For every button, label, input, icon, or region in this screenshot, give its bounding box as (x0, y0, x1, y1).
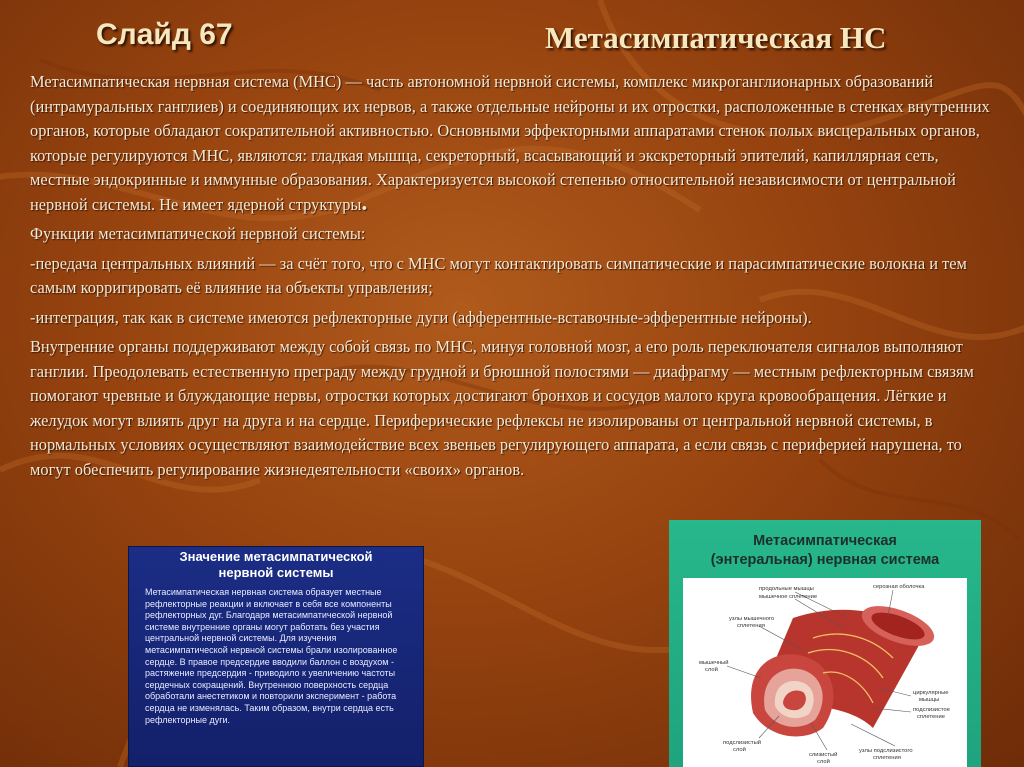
significance-card-title-line1: Значение метасимпатической (179, 549, 373, 564)
significance-card-title-line2: нервной системы (218, 565, 334, 580)
main-paragraph (30, 70, 990, 217)
label-circular-muscles-1: циркулярные (913, 690, 949, 696)
enteric-diagram-title-line2: (энтеральная) нервная система (710, 552, 940, 568)
label-myenteric-ganglia-1: узлы мышечного (729, 616, 775, 622)
label-submucosal-ganglia-1: узлы подслизистого (859, 748, 913, 754)
significance-card (128, 546, 424, 767)
label-submucosa-2: слой (733, 747, 746, 753)
enteric-diagram-title (669, 520, 981, 570)
label-submucosal-plexus-2: сплетение (917, 714, 945, 720)
label-myenteric-plexus: мышечное сплетение (759, 594, 818, 600)
main-paragraph-text: Метасимпатическая нервная система (МНС) — часть автономной нервной системы, комплекс микроганглионарных образований (интрамуральных ганглиев) и соединяющих их нервов, а также отдельные нейроны и их отростки, расположенные в стенках внутренних органов, которые обладают сократительной активностью. Основными эффекторными аппаратами стенок полых висцеральных органов, которые регулируются МНС, являются: гладкая мышца, секреторный, всасывающий и экскреторный эпителий, капиллярная сеть, местные эндокринные и иммунные образования. Характеризуется высокой степенью относительной независимости от центральной нервной системы. Не имеет ядерной структуры (30, 72, 990, 214)
label-mucosa-2: слой (817, 759, 830, 765)
label-circular-muscles-2: мышцы (919, 697, 940, 703)
main-paragraph-end: . (361, 189, 368, 216)
functions-heading: Функции метасимпатической нервной системы: (30, 224, 366, 243)
label-submucosal-plexus-1: подслизистое (913, 707, 950, 713)
label-muscle-layer-2: слой (705, 667, 718, 673)
intestine-illustration (683, 578, 967, 767)
label-mucosa-1: слизистый (809, 752, 838, 758)
intestine-wall-diagram (683, 578, 967, 767)
label-serosa: серозная оболочка (873, 584, 925, 590)
significance-card-text: Метасимпатическая нервная система образует местные рефлекторные реакции и включает в себя все компоненты рефлекторных дуг. Благодаря метасимпатической нервной системе внутренние органы могут работать без участия центральной нервной системы. Для изучения метасимпатической нервной системы брали изолированное сердце. В правое предсердие вводили баллон с воздухом - растяжение предсердия - приводило к увеличению частоты сердечных сокращений. Внутреннюю поверхность сердца обработали анестетиком и повторили эксперимент - работа сердца не изменялась. Таким образом, внутри сердца есть рефлекторные дуги. (145, 587, 398, 725)
slide-title: Метасимпатическая НС (545, 20, 887, 55)
label-myenteric-ganglia-2: сплетения (737, 623, 765, 629)
slide-number: Слайд 67 (96, 18, 233, 51)
label-muscle-layer-1: мышечный (699, 660, 729, 666)
function-item-1: -передача центральных влияний — за счёт того, что с МНС могут контактировать симпатические и парасимпатические волокна и тем самым корригировать её влияние на объекты управления; (30, 253, 967, 297)
intestine-tube (751, 598, 939, 736)
enteric-diagram-title-line1: Метасимпатическая (753, 533, 897, 549)
function-item-2: -интеграция, так как в системе имеются рефлекторные дуги (афферентные-вставочные-эфферентные нейроны). (30, 307, 812, 327)
label-submucosa-1: подслизистый (723, 740, 761, 746)
organs-paragraph: Внутренние органы поддерживают между собой связь по МНС, минуя головной мозг, а его роль переключателя сигналов выполняют ганглии. Преодолевать естественную преграду между грудной и брюшной полостями — диафрагму — местным рефлекторным связям помогают чревные и блуждающие нервы, отростки которых достигают бронхов и сосудов малого круга кровообращения. Лёгкие и желудок могут влиять друг на друга и на сердце. Периферические рефлексы не изолированы от центральной нервной системы, в нормальных условиях осуществляют взаимодействие всех звеньев регулирующего аппарата, а если связь с периферией нарушена, то могут обеспечить регулирование жизнедеятельности «своих» органов. (30, 337, 974, 479)
label-longitudinal-muscles: продольные мышцы (759, 586, 814, 592)
significance-card-title (129, 547, 423, 581)
slide-body (30, 70, 990, 487)
enteric-diagram-card (669, 520, 981, 767)
label-submucosal-ganglia-2: сплетения (873, 755, 901, 761)
